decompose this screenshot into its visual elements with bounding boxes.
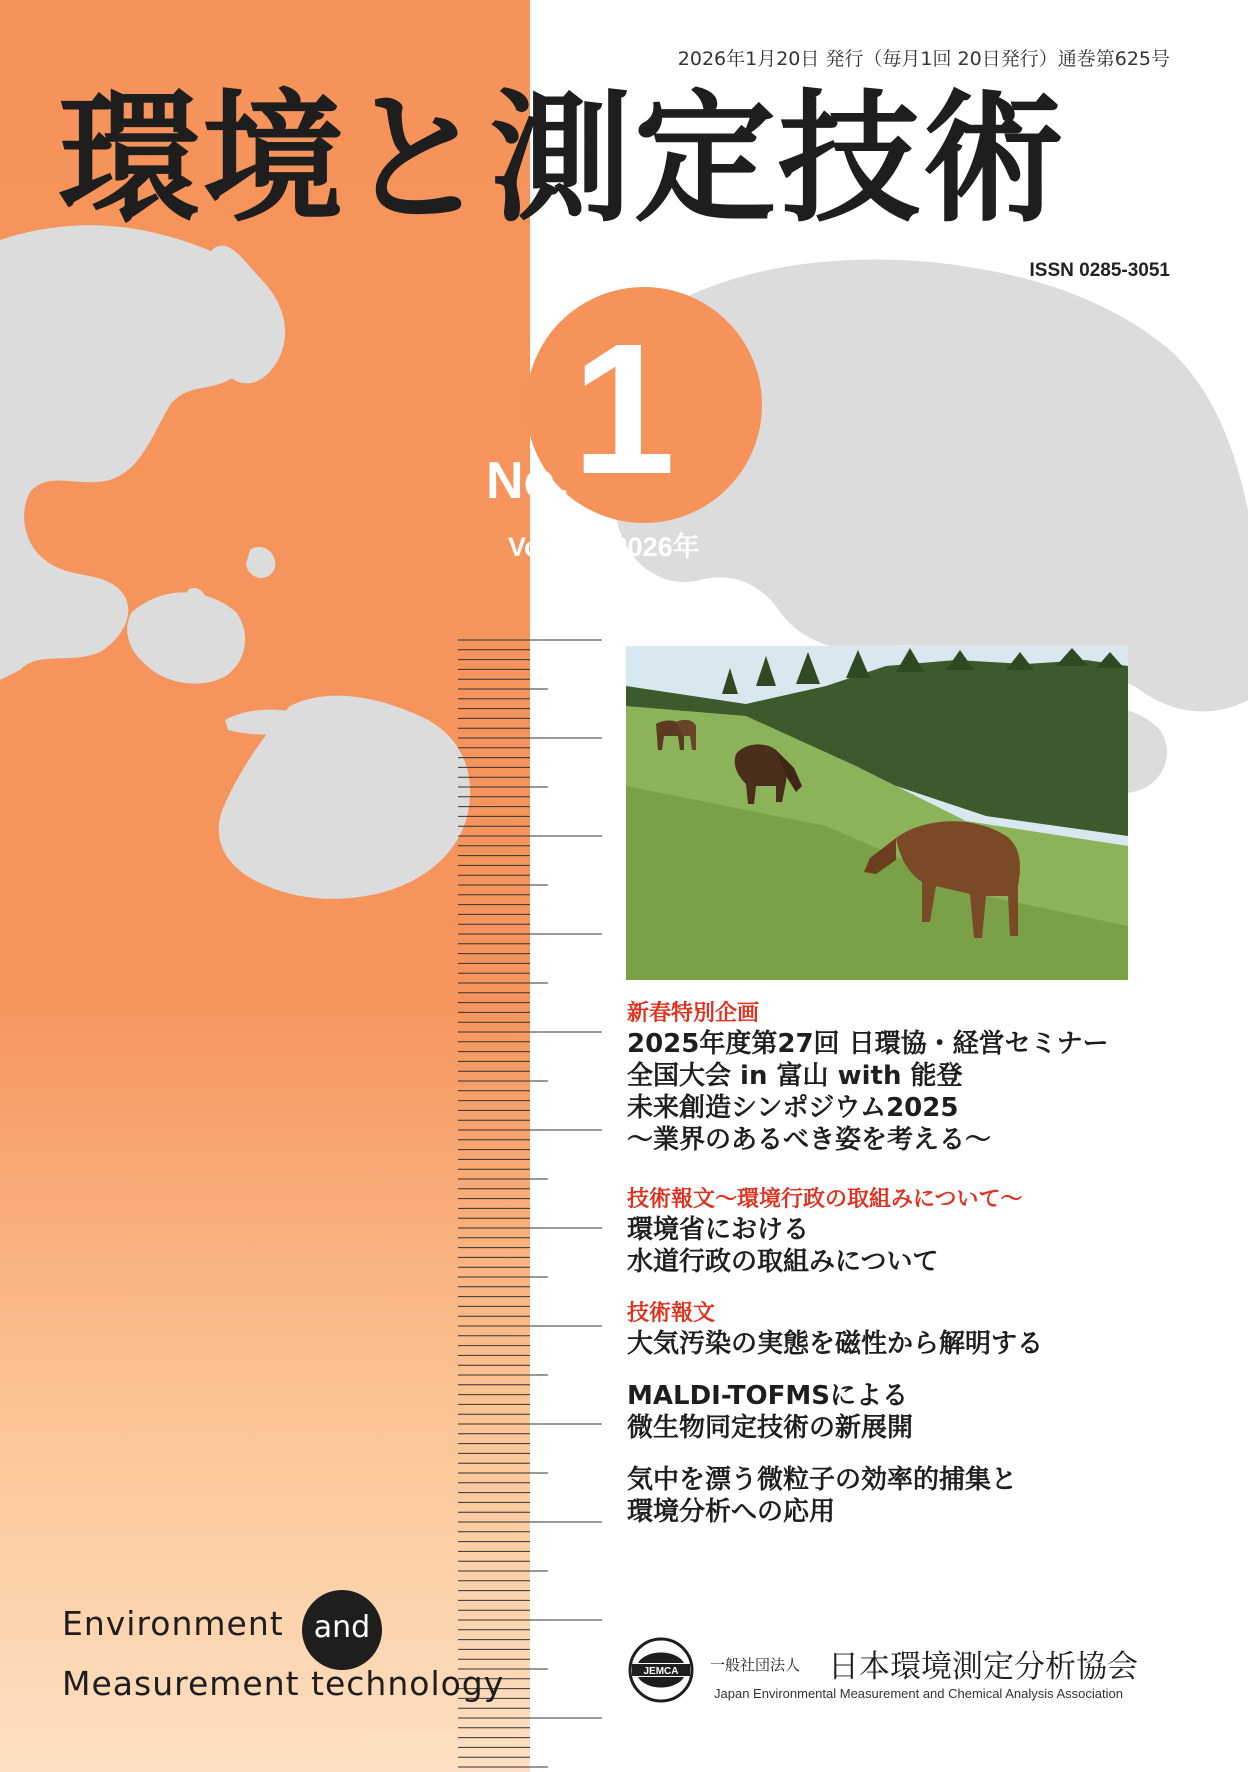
article-line: 環境省における [627, 1215, 810, 1245]
jemca-logo-icon [628, 1637, 694, 1703]
article-line: 〜業界のあるべき姿を考える〜 [627, 1125, 992, 1155]
publisher-name: 日本環境測定分析協会 [828, 1649, 1138, 1685]
section-heading-report-admin: 技術報文〜環境行政の取組みについて〜 [627, 1187, 1023, 1212]
article-line: 環境分析への応用 [627, 1497, 836, 1527]
cover-photo-horses [626, 646, 1128, 980]
article-line: 水道行政の取組みについて [627, 1247, 939, 1277]
article-line: 気中を漂う微粒子の効率的捕集と [627, 1465, 1018, 1495]
article-line: 全国大会 in 富山 with 能登 [627, 1061, 963, 1091]
publisher-corp-type: 一般社団法人 [710, 1656, 801, 1674]
issn: ISSN 0285-3051 [1029, 260, 1170, 281]
volume-year: Vol.53、2026年 [508, 532, 700, 562]
issue-no-label: No. [486, 452, 570, 510]
english-title-line1: Environment [62, 1604, 284, 1643]
issue-number: 1 [572, 306, 676, 513]
english-title-line2: Measurement technology [62, 1664, 505, 1703]
publisher-english-name: Japan Environmental Measurement and Chemical Analysis Association [714, 1686, 1123, 1701]
svg-text:JEMCA: JEMCA [643, 1666, 679, 1677]
and-badge: and [302, 1590, 382, 1670]
section-heading-report: 技術報文 [627, 1301, 716, 1326]
issue-info: 2026年1月20日 発行（毎月1回 20日発行）通巻第625号 [677, 48, 1170, 70]
table-of-contents [627, 1000, 1217, 1528]
article-line: MALDI-TOFMSによる [627, 1381, 908, 1411]
article-line: 微生物同定技術の新展開 [627, 1413, 914, 1443]
article-line: 未来創造シンポジウム2025 [627, 1093, 959, 1123]
section-heading-special: 新春特別企画 [627, 1001, 760, 1026]
magazine-title: 環境と測定技術 [58, 77, 1066, 242]
article-line: 2025年度第27回 日環協・経営セミナー [627, 1029, 1109, 1059]
article-line: 大気汚染の実態を磁性から解明する [627, 1329, 1044, 1359]
